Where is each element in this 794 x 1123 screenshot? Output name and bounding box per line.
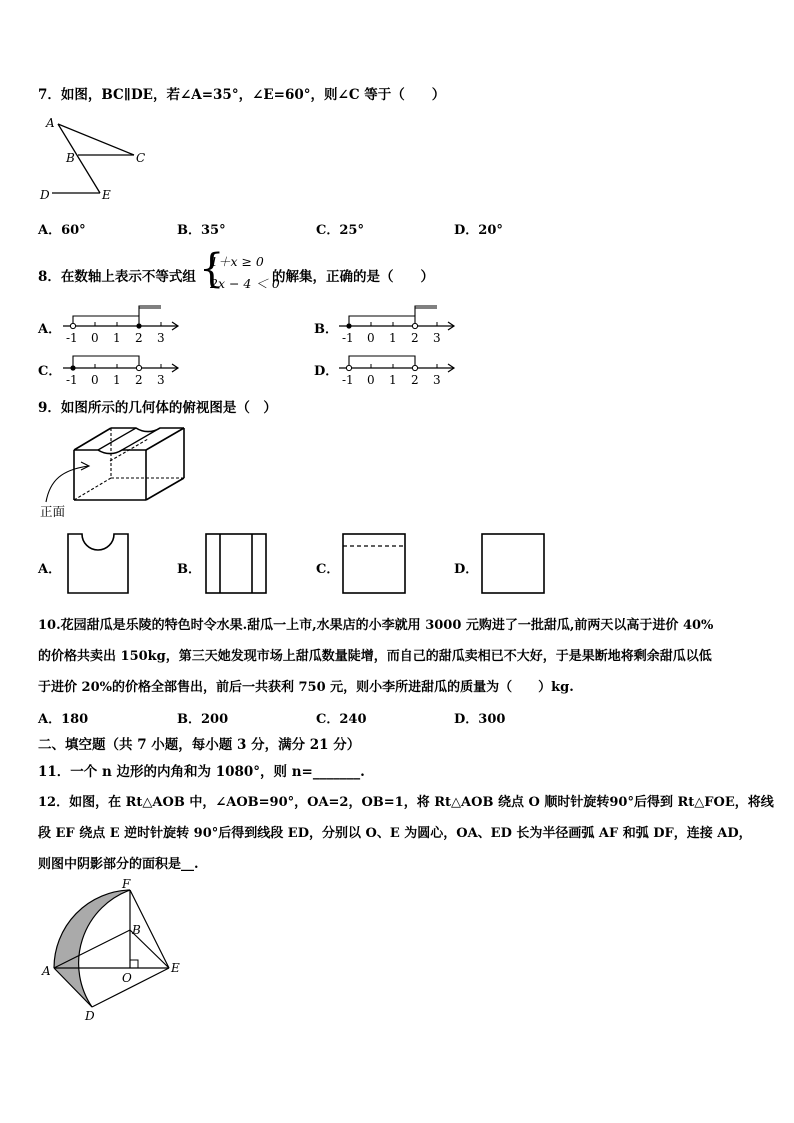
q8-inequality-1: 1＋x ≥ 0 xyxy=(210,254,264,269)
tick-label: 1 xyxy=(389,373,397,387)
tick-label: 2 xyxy=(411,373,419,387)
tick-label: 0 xyxy=(91,331,99,345)
q12-label-d: D xyxy=(85,1009,95,1023)
q8-option-a-label[interactable]: A． xyxy=(38,322,62,337)
q10-stem-line-1: 10.花园甜瓜是乐陵的特色时令水果.甜瓜一上市,水果店的小李就用 3000 元购进了一批甜瓜,前两天以高于进价 40% xyxy=(38,618,714,633)
q9-stem: 9．如图所示的几何体的俯视图是（ ） xyxy=(38,400,277,416)
tick-label: 1 xyxy=(113,331,121,345)
q9-option-a-figure[interactable] xyxy=(64,530,134,598)
q11-stem: 11．一个 n 边形的内角和为 1080°，则 n=_______. xyxy=(38,764,365,780)
q12-stem-line-1: 12．如图，在 Rt△AOB 中，∠AOB=90°，OA=2，OB=1，将 Rt△AOB 绕点 O 顺时针旋转90°后得到 Rt△FOE，将线 xyxy=(38,795,774,810)
q10-option-b[interactable]: B．200 xyxy=(177,712,229,727)
tick-label: -1 xyxy=(342,331,354,345)
section-heading: 二、填空题（共 7 小题，每小题 3 分，满分 21 分） xyxy=(38,737,361,753)
tick-label: 2 xyxy=(411,331,419,345)
q12-label-a: A xyxy=(42,964,51,978)
q9-front-label: 正面 xyxy=(40,504,66,519)
q7-option-c[interactable]: C．25° xyxy=(316,223,364,238)
q7-option-a[interactable]: A．60° xyxy=(38,223,86,238)
q7-option-d[interactable]: D．20° xyxy=(454,223,503,238)
q10-option-c[interactable]: C．240 xyxy=(316,712,367,727)
q8-number-line-b[interactable] xyxy=(336,302,461,346)
tick-label: 3 xyxy=(433,331,441,345)
q8-number-line-d[interactable] xyxy=(336,344,461,388)
q9-option-b-figure[interactable] xyxy=(202,530,272,598)
q9-option-c-figure[interactable] xyxy=(339,530,409,598)
q7-option-b[interactable]: B．35° xyxy=(177,223,226,238)
tick-label: 2 xyxy=(135,331,143,345)
q9-option-d-figure[interactable] xyxy=(478,530,548,598)
q12-figure xyxy=(36,876,186,1024)
tick-label: 3 xyxy=(157,331,165,345)
tick-label: 0 xyxy=(91,373,99,387)
q8-option-c-label[interactable]: C． xyxy=(38,364,62,379)
q12-label-o: O xyxy=(122,971,132,985)
q7-figure xyxy=(38,112,150,204)
tick-label: -1 xyxy=(66,373,78,387)
q8-suffix: 的解集，正确的是（ ） xyxy=(272,269,434,285)
tick-label: 0 xyxy=(367,331,375,345)
tick-label: 3 xyxy=(433,373,441,387)
q10-option-a[interactable]: A．180 xyxy=(38,712,89,727)
tick-label: 1 xyxy=(389,331,397,345)
q10-stem-line-2: 的价格共卖出 150kg，第三天她发现市场上甜瓜数量陡增，而自己的甜瓜卖相已不大好，于是果断地将剩余甜瓜以低 xyxy=(38,649,712,664)
q12-label-f: F xyxy=(122,877,131,891)
tick-label: -1 xyxy=(342,373,354,387)
q8-inequality-2: 2x − 4 ＜ 0 xyxy=(210,276,280,291)
q8-prefix: 8．在数轴上表示不等式组 xyxy=(38,269,196,285)
tick-label: 2 xyxy=(135,373,143,387)
q12-stem-line-2: 段 EF 绕点 E 逆时针旋转 90°后得到线段 ED，分别以 O、E 为圆心，OA、ED 长为半径画弧 AF 和弧 DF，连接 AD， xyxy=(38,826,752,841)
q10-option-d[interactable]: D．300 xyxy=(454,712,506,727)
q12-label-b: B xyxy=(132,923,141,937)
q12-label-e: E xyxy=(171,961,180,975)
tick-label: 3 xyxy=(157,373,165,387)
q9-option-b-label[interactable]: B． xyxy=(177,562,201,577)
q10-stem-line-3: 于进价 20%的价格全部售出，前后一共获利 750 元，则小李所进甜瓜的质量为（ ）kg. xyxy=(38,680,574,695)
tick-label: -1 xyxy=(66,331,78,345)
q8-number-line-c[interactable] xyxy=(60,344,185,388)
q9-option-a-label[interactable]: A． xyxy=(38,562,62,577)
q9-option-c-label[interactable]: C． xyxy=(316,562,340,577)
q8-brace: { xyxy=(199,246,225,292)
q7-stem: 7．如图，BC∥DE，若∠A=35°，∠E=60°，则∠C 等于（ ） xyxy=(38,87,446,103)
q8-option-b-label[interactable]: B． xyxy=(314,322,338,337)
q8-option-d-label[interactable]: D． xyxy=(314,364,339,379)
q12-stem-line-3: 则图中阴影部分的面积是__. xyxy=(38,857,199,872)
tick-label: 0 xyxy=(367,373,375,387)
q7-label-a: A xyxy=(46,116,55,130)
q7-label-c: C xyxy=(136,151,146,165)
q8-number-line-a[interactable] xyxy=(60,302,185,346)
q7-label-d: D xyxy=(40,188,50,202)
q7-label-b: B xyxy=(66,151,75,165)
tick-label: 1 xyxy=(113,373,121,387)
q9-option-d-label[interactable]: D． xyxy=(454,562,479,577)
q7-label-e: E xyxy=(102,188,111,202)
